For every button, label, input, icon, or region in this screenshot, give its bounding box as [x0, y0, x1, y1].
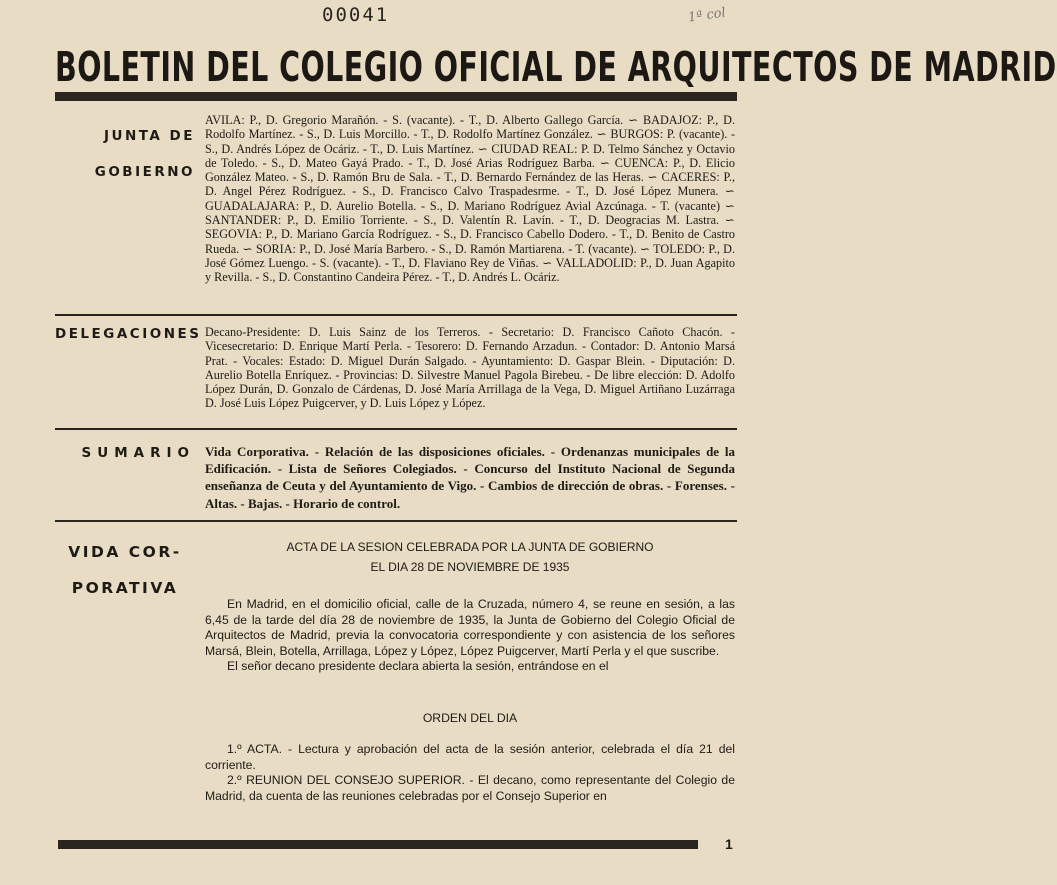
sumario-label: SUMARIO: [81, 445, 195, 461]
divider-rule: [55, 314, 737, 316]
acta-body: [205, 597, 735, 675]
junta-label-line1: JUNTA DE: [103, 128, 195, 144]
folio-number: 1: [725, 836, 733, 852]
junta-label-line2: GOBIERNO: [94, 164, 195, 180]
delegaciones-label: DELEGACIONES: [55, 326, 202, 342]
delegaciones-text: Decano-Presidente: D. Luis Sainz de los Terreros. - Secretario: D. Francisco Cañoto Chacón. - Vicesecretario: D. Enrique Martí Perla. - Tesorero: D. Fernando Arzadun. - Contador: D. Antonio Marsá Prat. - Vocales: Estado: D. Miguel Durán Salgado. - Ayuntamiento: D. Gaspar Blein. - Diputación: D. Aurelio Botella Enríquez. - Provincias: D. Silvestre Manuel Pagola Birebeu. - De libre elección: D. Adolfo López Durán, D. Gonzalo de Cárdenas, D. José María Arrillaga de la Vega, D. Miguel Artiñano Luzárraga D. José Luis López Puigcerver, y D. Luis López y López.: [205, 325, 735, 411]
footer-rule: [58, 840, 698, 849]
page-number: 00041: [322, 4, 390, 26]
vida-label-line1: VIDA COR-: [68, 543, 182, 561]
acta-paragraph: En Madrid, en el domicilio oficial, calle de la Cruzada, número 4, se reune en sesión, a las 6,45 de la tarde del día 28 de noviembre de 1935, la Junta de Gobierno del Colegio Oficial de Arquitectos de Madrid, previa la convocatoria correspondiente y con asistencia de los señores Marsá, Blein, Botella, Arrillaga, López y López, López Puigcerver, Martí Perla y el que suscribe.: [205, 597, 735, 658]
acta-title-line1: ACTA DE LA SESION CELEBRADA POR LA JUNTA DE GOBIERNO: [286, 540, 654, 554]
handwritten-note: 1ª col: [687, 5, 727, 26]
acta-title-line2: EL DIA 28 DE NOVIEMBRE DE 1935: [370, 560, 570, 574]
orden-item: 2.º REUNION DEL CONSEJO SUPERIOR. - El decano, como representante del Colegio de Madrid, da cuenta de las reuniones celebradas por el Consejo Superior en: [205, 773, 735, 803]
orden-title: ORDEN DEL DIA: [422, 711, 518, 725]
acta-title: [205, 537, 735, 577]
orden-item: 1.º ACTA. - Lectura y aprobación del acta de la sesión anterior, celebrada el día 21 del corriente.: [205, 742, 735, 772]
masthead-rule: [55, 92, 737, 101]
acta-paragraph: El señor decano presidente declara abierta la sesión, entrándose en el: [227, 659, 609, 673]
divider-rule: [55, 520, 737, 522]
masthead-title: BOLETIN DEL COLEGIO OFICIAL DE ARQUITECTOS DE MADRID: [55, 44, 1057, 92]
divider-rule: [55, 428, 737, 430]
junta-text: AVILA: P., D. Gregorio Marañón. - S. (vacante). - T., D. Alberto Gallego García. ∽ BADAJOZ: P., D. Rodolfo Martínez. - S., D. Luis Morcillo. - T., D. Rodolfo Martínez González. ∽ BURGOS: P. (vacante). - S., D. Andrés López de Ocáriz. - T., D. Luis Martínez. ∽ CIUDAD REAL: P. D. Telmo Sánchez y Octavio de Toledo. - S., D. Mateo Gayá Prado. - T., D. José Arias Rodríguez Barba. ∽ CUENCA: P., D. Elicio González Mateo. - S., D. Ramón Bru de Sala. - T., D. Bernardo Fernández de las Heras. ∽ CACERES: P., D. Angel Pérez Rodríguez. - S., D. Francisco Calvo Traspadesrme. - T., D. José López Munera. ∽ GUADALAJARA: P., D. Aurelio Botella. - S., D. Mariano Rodríguez Avial Azcúnaga. - T. (vacante) ∽ SANTANDER: P., D. Emilio Torriente. - S., D. Valentín R. Lavín. - T., D. Deogracias M. Lastra. ∽ SEGOVIA: P., D. Mariano García Rodríguez. - S., D. Francisco Cabello Dodero. - T., D. Benito de Castro Rueda. ∽ SORIA: P., D. José María Barbero. - S., D. Ramón Martiarena. - T. (vacante). ∽ TOLEDO: P., D. José Gómez Luengo. - S. (vacante). - T., D. Flaviano Rey de Viñas. ∽ VALLADOLID: P., D. Juan Agapito y Revilla. - S., D. Constantino Candeira Pérez. - T., D. Andrés L. Ocáriz.: [205, 113, 735, 285]
junta-label: [55, 118, 195, 190]
vida-label-line2: PORATIVA: [71, 579, 179, 597]
sumario-text: Vida Corporativa. - Relación de las disposiciones oficiales. - Ordenanzas municipales de la Edificación. - Lista de Señores Colegiados. - Concurso del Instituto Nacional de Segunda enseñanza de Ceuta y del Ayuntamiento de Vigo. - Cambios de dirección de obras. - Forenses. - Altas. - Bajas. - Horario de control.: [205, 444, 735, 511]
orden-items: [205, 742, 735, 804]
vida-label: [55, 534, 195, 606]
